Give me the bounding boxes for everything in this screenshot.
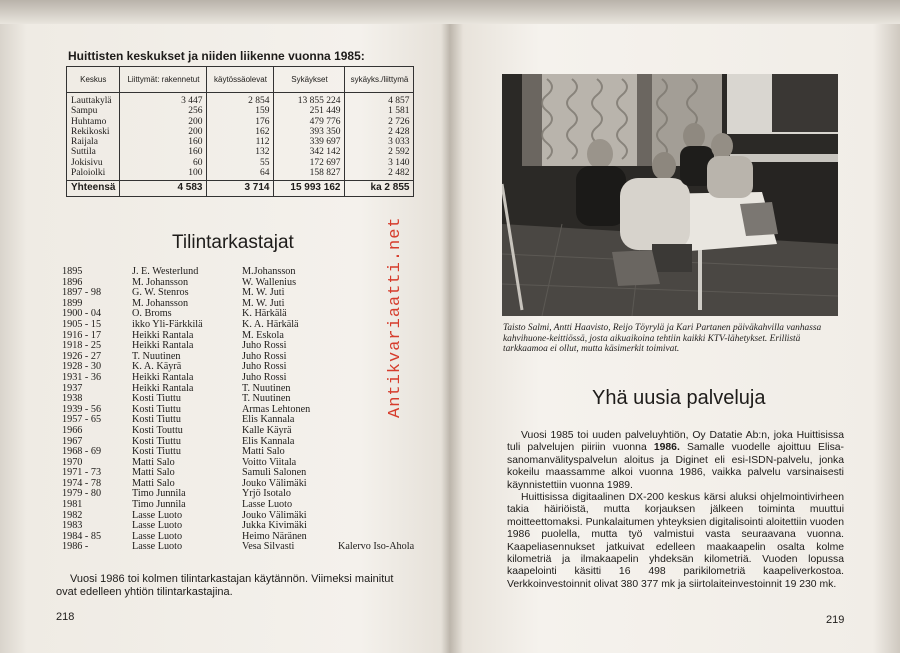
auditor-name: Juho Rossi <box>242 361 287 373</box>
table-cell: 342 142 <box>274 147 345 157</box>
table-body <box>67 93 414 181</box>
table-cell: 55 <box>207 158 274 168</box>
table-cell: 2 854 <box>207 93 274 107</box>
table-row <box>67 127 414 137</box>
table-row <box>67 147 414 157</box>
table-cell: 4 583 <box>120 181 207 196</box>
auditor-name: Lasse Luoto <box>132 541 183 553</box>
table-cell: 200 <box>120 117 207 127</box>
auditor-name: Juho Rossi <box>242 371 287 383</box>
table-cell: 251 449 <box>274 106 345 116</box>
auditor-year: 1900 - 04 <box>62 308 102 320</box>
auditor-year: 1986 - <box>62 541 89 553</box>
auditor-name: Matti Salo <box>242 446 285 458</box>
auditor-year: 1974 - 78 <box>62 477 102 489</box>
auditor-name: M. Johansson <box>132 297 189 309</box>
auditor-year: 1957 - 65 <box>62 414 102 426</box>
table-cell: Huhtamo <box>67 117 120 127</box>
table-cell: 2 726 <box>345 117 414 127</box>
photo-caption: Taisto Salmi, Antti Haavisto, Reijo Töyrylä ja Kari Partanen päiväkahvilla vanhassa kahvihuone-keittiössä, josta aikuaikoina tehtiin kaikki KTV-lähetykset. Erillistä tarkkaamoa ei ollut, mutta käsimerkit toimivat. <box>503 323 822 355</box>
table-row <box>67 117 414 127</box>
table-cell: 3 033 <box>345 137 414 147</box>
table-cell: Rekikoski <box>67 127 120 137</box>
auditor-year: 1966 <box>62 424 83 436</box>
auditor-name: T. Nuutinen <box>132 350 181 362</box>
auditor-year: 1983 <box>62 520 83 532</box>
section-heading: Yhä uusia palveluja <box>592 387 766 409</box>
auditor-name: Juho Rossi <box>242 340 287 352</box>
table-row <box>67 168 414 181</box>
auditor-name: J. E. Westerlund <box>132 266 199 277</box>
auditor-name: T. Nuutinen <box>242 382 291 394</box>
auditor-year: 1926 - 27 <box>62 350 102 362</box>
auditor-name: K. A. Härkälä <box>242 318 299 330</box>
auditor-year: 1931 - 36 <box>62 371 102 383</box>
auditor-year: 1982 <box>62 509 83 521</box>
page-number-right: 219 <box>826 614 845 626</box>
table-cell: 172 697 <box>274 158 345 168</box>
auditor-name: Heikki Rantala <box>132 371 194 383</box>
auditor-name: Juho Rossi <box>242 350 287 362</box>
table-cell: 60 <box>120 158 207 168</box>
table-cell: 479 776 <box>274 117 345 127</box>
auditor-year: 1939 - 56 <box>62 403 102 415</box>
auditor-name: Matti Salo <box>132 467 175 479</box>
auditor-name: O. Broms <box>132 308 172 320</box>
auditor-year: 1918 - 25 <box>62 340 102 352</box>
auditor-name: M.Johansson <box>242 266 296 277</box>
auditor-name: K. A. Käyrä <box>132 361 182 373</box>
table-cell: 3 447 <box>120 93 207 107</box>
auditor-name: Heimo Näränen <box>242 530 307 542</box>
table-header-cell: sykäyks./liittymä <box>345 67 414 93</box>
auditor-name: Elis Kannala <box>242 435 295 447</box>
auditor-name: Kalle Käyrä <box>242 424 292 436</box>
table-cell: Raijala <box>67 137 120 147</box>
auditor-name: Timo Junnila <box>132 499 186 511</box>
auditor-name: Matti Salo <box>132 456 175 468</box>
table-cell: 159 <box>207 106 274 116</box>
auditor-name: Elis Kannala <box>242 414 295 426</box>
auditor-year: 1938 <box>62 393 83 405</box>
table-cell: Sampu <box>67 106 120 116</box>
scan-shadow <box>0 0 900 24</box>
table-header-cell: Keskus <box>67 67 120 93</box>
table-total-row <box>67 181 414 196</box>
auditor-name: Armas Lehtonen <box>242 403 311 415</box>
table-cell: 2 592 <box>345 147 414 157</box>
auditor-year: 1971 - 73 <box>62 467 102 479</box>
auditor-name: M. W. Juti <box>242 297 285 309</box>
body-text: Samalle vuodelle ajoittuu Elisa-sanomanvälityspalvelun aloitus ja Diginet eli esi-ISDN-palvelu, jonka kokeilu maassamme alkoi vuonna 1986, vaikka palvelu varsinaisesti käynnistettiin vuonna 1989. <box>507 442 845 491</box>
auditor-year: 1984 - 85 <box>62 530 102 542</box>
table-cell: Suttila <box>67 147 120 157</box>
table-cell: 158 827 <box>274 168 345 181</box>
table-cell: 132 <box>207 147 274 157</box>
auditor-name: M. Johansson <box>132 276 189 288</box>
auditor-name: Kosti Touttu <box>132 424 183 436</box>
body-paragraph: Huittisissa digitaalinen DX-200 keskus kärsi aluksi ohjelmointivirheen takia häiriöistä, mutta korjauksen jälkeen toiminta muuttui moitteettomaksi. Punkalaitumen yhteyksien digitalisointi aloitettiin vuoden 1986 puolella, mutta työ valmistui vasta seuraavana vuonna. Kaapeliasennukset jatkuivat edelleen maakaapelin osalta kolme kilometriä ja ilmakaapelin yhdeksän kilometriä. Vuoden lopussa kaapelointi käsitti 16 498 parikilometriä kaapeliverkostoa. Verkkoinvestoinnit olivat 380 377 mk ja siirtolaiteinvestoinnit 19 230 mk. <box>507 492 844 590</box>
auditor-name: K. Härkälä <box>242 308 287 320</box>
auditor-year: 1905 - 15 <box>62 318 102 330</box>
auditor-name: Heikki Rantala <box>132 340 194 352</box>
table-cell: 2 482 <box>345 168 414 181</box>
table-cell: 160 <box>120 147 207 157</box>
auditor-name: Lasse Luoto <box>132 509 183 521</box>
table-header-cell: Liittymät: rakennetut <box>120 67 207 93</box>
table-cell: 64 <box>207 168 274 181</box>
table-cell: 3 714 <box>207 181 274 196</box>
auditor-name: Jouko Välimäki <box>242 477 307 489</box>
auditor-year: 1899 <box>62 297 83 309</box>
table-header-cell: käytössäolevat <box>207 67 274 93</box>
auditor-year: 1967 <box>62 435 83 447</box>
table-row <box>67 158 414 168</box>
auditor-name: Heikki Rantala <box>132 382 194 394</box>
auditor-name: M. Eskola <box>242 329 284 341</box>
auditor-name: G. W. Stenros <box>132 287 189 299</box>
table-cell: 393 350 <box>274 127 345 137</box>
table-cell: 162 <box>207 127 274 137</box>
auditor-year: 1968 - 69 <box>62 446 102 458</box>
auditor-name: ikko Yli-Färkkilä <box>132 318 203 330</box>
table-cell: Yhteensä <box>67 181 120 196</box>
auditor-name: Kalervo Iso-Ahola <box>338 541 415 553</box>
table-cell: 339 697 <box>274 137 345 147</box>
table-cell: Paloiolki <box>67 168 120 181</box>
auditor-name: W. Wallenius <box>242 276 297 288</box>
auditor-name: Lasse Luoto <box>132 530 183 542</box>
auditor-name: Vesa Silvasti <box>242 541 295 553</box>
auditor-name: T. Nuutinen <box>242 393 291 405</box>
auditor-name: Heikki Rantala <box>132 329 194 341</box>
table-cell: 176 <box>207 117 274 127</box>
table-row <box>67 93 414 107</box>
auditor-year: 1970 <box>62 456 83 468</box>
auditor-name: Matti Salo <box>132 477 175 489</box>
auditor-name: Kosti Tiuttu <box>132 414 181 426</box>
table-row <box>67 137 414 147</box>
table-cell: 3 140 <box>345 158 414 168</box>
auditor-year: 1897 - 98 <box>62 287 102 299</box>
auditor-name: Lasse Luoto <box>242 499 293 511</box>
auditor-year: 1981 <box>62 499 83 511</box>
exchange-traffic-table <box>66 66 414 197</box>
auditors-heading: Tilintarkastajat <box>172 232 294 253</box>
auditor-name: Jouko Välimäki <box>242 509 307 521</box>
auditor-name: M. W. Juti <box>242 287 285 299</box>
auditor-year: 1937 <box>62 382 83 394</box>
auditor-name: Timo Junnila <box>132 488 186 500</box>
auditors-note: Vuosi 1986 toi kolmen tilintarkastajan käytännön. Viimeksi mainitut ovat edelleen yhtiön tilintarkastajina. <box>56 573 394 598</box>
table-header-cell: Sykäykset <box>274 67 345 93</box>
section-body <box>507 430 844 591</box>
table-cell: Jokisivu <box>67 158 120 168</box>
body-paragraph <box>507 430 844 492</box>
auditor-name: Lasse Luoto <box>132 520 183 532</box>
auditor-name: Kosti Tiuttu <box>132 446 181 458</box>
page-number-left: 218 <box>56 611 75 623</box>
coffee-break-photo <box>502 74 838 316</box>
table-cell: 112 <box>207 137 274 147</box>
auditor-name: Voitto Viitala <box>242 456 297 468</box>
table-cell: Lauttakylä <box>67 93 120 107</box>
table-cell: 100 <box>120 168 207 181</box>
table-cell: ka 2 855 <box>345 181 414 196</box>
auditor-year: 1916 - 17 <box>62 329 102 341</box>
table-cell: 2 428 <box>345 127 414 137</box>
watermark-stamp: Antikvariaatti.net <box>386 216 405 418</box>
table-cell: 15 993 162 <box>274 181 345 196</box>
body-text: Vuosi 1985 toi uuden palveluyhtiön, Oy Datatie Ab:n, joka Huittisissa tuli palvelujen piiriin vuonna <box>507 430 844 454</box>
auditor-name: Jukka Kivimäki <box>242 520 307 532</box>
auditor-year: 1895 <box>62 266 83 277</box>
auditor-name: Kosti Tiuttu <box>132 393 181 405</box>
auditor-name: Kosti Tiuttu <box>132 435 181 447</box>
table-row <box>67 106 414 116</box>
body-year-emphasis: 1986. <box>653 442 680 454</box>
auditor-name: Samuli Salonen <box>242 467 307 479</box>
table-title: Huittisten keskukset ja niiden liikenne vuonna 1985: <box>68 49 365 63</box>
auditor-year: 1979 - 80 <box>62 488 102 500</box>
table-cell: 13 855 224 <box>274 93 345 107</box>
table-cell: 200 <box>120 127 207 137</box>
table-cell: 4 857 <box>345 93 414 107</box>
table-cell: 160 <box>120 137 207 147</box>
auditor-year: 1928 - 30 <box>62 361 102 373</box>
table-cell: 256 <box>120 106 207 116</box>
auditor-name: Yrjö Isotalo <box>242 488 291 500</box>
table-cell: 1 581 <box>345 106 414 116</box>
auditor-year: 1896 <box>62 276 83 288</box>
auditor-name: Kosti Tiuttu <box>132 403 181 415</box>
